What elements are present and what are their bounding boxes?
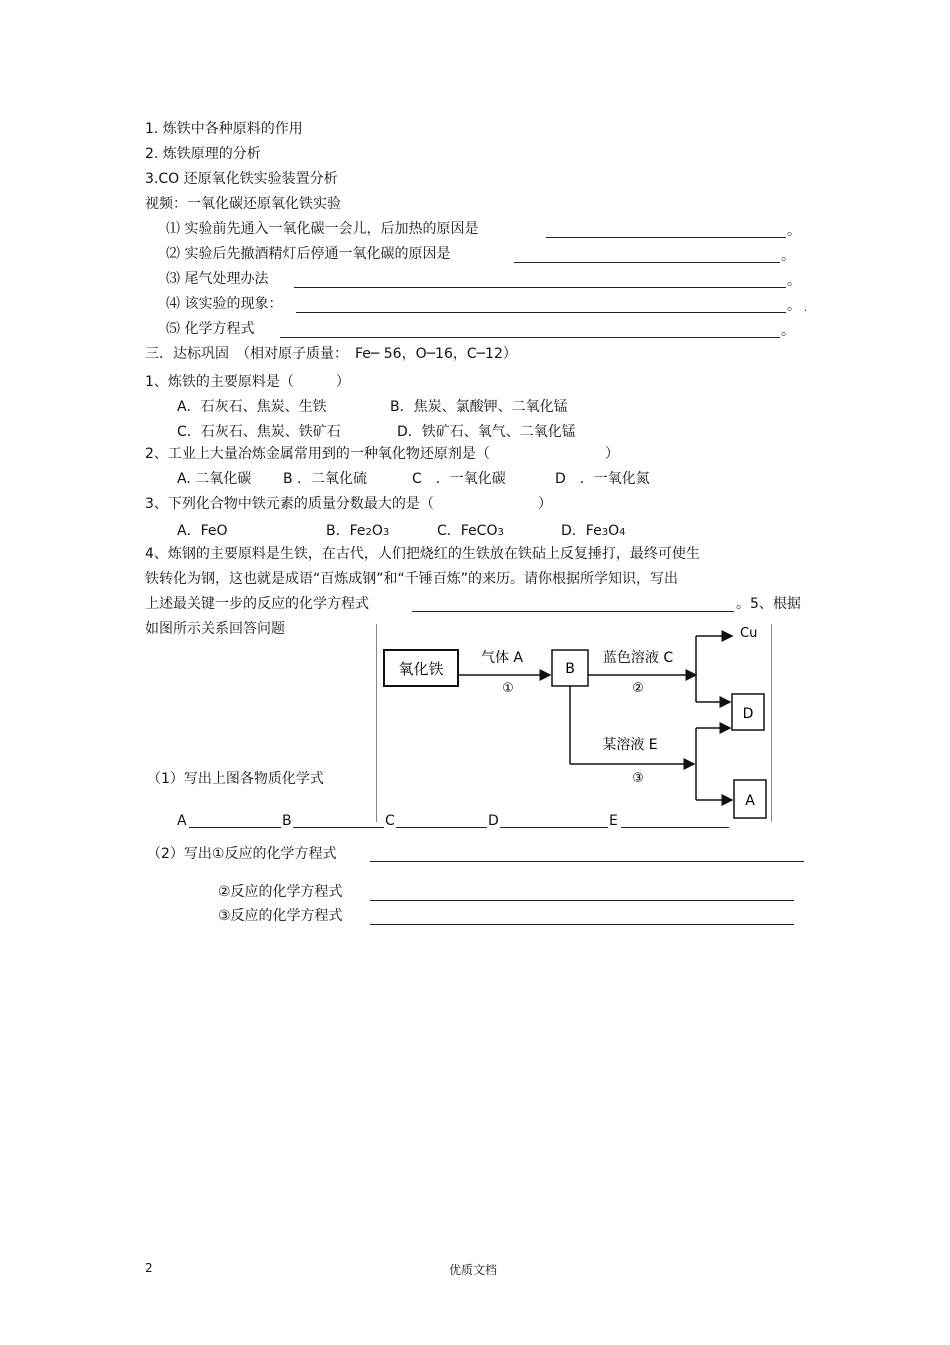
step-3-label: ③	[632, 771, 644, 786]
q3-d-pre: D．Fe	[561, 523, 602, 539]
section-item-3: 3.CO 还原氧化铁实验装置分析	[145, 171, 338, 187]
q3-d-sub1: 3	[601, 527, 609, 538]
q3-option-d[interactable]	[561, 522, 625, 542]
answer-blank-b[interactable]	[293, 827, 384, 828]
reaction-flow-diagram	[376, 624, 774, 822]
exp-q1-text: 实验前先通入一氧化碳一会儿，后加热的原因是	[184, 221, 479, 237]
equation-blank-3[interactable]	[370, 924, 794, 925]
exp-q3-blank[interactable]	[294, 287, 786, 288]
q3-d-mid: O	[608, 523, 620, 539]
exp-q2-period: 。	[781, 248, 795, 264]
q3-option-c[interactable]	[437, 522, 504, 542]
exp-q3	[166, 270, 268, 288]
q3-option-a[interactable]: A．FeO	[177, 523, 228, 539]
section-item-2: 2. 炼铁原理的分析	[145, 146, 261, 162]
q5-sub2-r3: ③反应的化学方程式	[218, 908, 343, 924]
q2-option-c[interactable]: C ．一氧化碳	[412, 471, 506, 487]
exp-q3-num: ⑶	[166, 271, 180, 287]
exp-q5	[166, 320, 254, 338]
footer-label: 优质文档	[449, 1263, 498, 1277]
exp-q3-period: 。	[787, 273, 801, 289]
answer-label-c: C	[385, 813, 395, 829]
q3-b-sub1: 2	[365, 527, 372, 538]
exp-q5-blank[interactable]	[280, 337, 780, 338]
node-d-label: D	[742, 706, 754, 722]
q4-blank[interactable]	[412, 611, 734, 612]
q3-c-pre: C．FeCO	[437, 523, 498, 539]
q2-stem: 2、工业上大量冶炼金属常用到的一种氧化物还原剂是（	[145, 446, 490, 462]
step-2-label: ②	[632, 681, 644, 696]
q5-sub2: （2）写出①反应的化学方程式	[147, 846, 337, 862]
q4-line1: 4、炼钢的主要原料是生铁，在古代，人们把烧红的生铁放在铁砧上反复捶打，最终可使生	[145, 546, 700, 562]
q3-option-b[interactable]	[326, 522, 389, 542]
exp-q1-period: 。	[787, 223, 801, 239]
blue-solution-c-label: 蓝色溶液 C	[602, 650, 674, 666]
q4-line2: 铁转化为钢，这也就是成语“百炼成钢”和“千锤百炼”的来历。请你根据所学知识，写出	[145, 571, 679, 587]
answer-label-d: D	[488, 813, 499, 829]
answer-label-e: E	[609, 813, 618, 829]
q1-option-a[interactable]: A．石灰石、焦炭、生铁	[177, 399, 327, 415]
page-number: 2	[145, 1261, 153, 1275]
section3-heading: 三．达标巩固 （相对原子质量： Fe─ 56，O─16，C─12）	[145, 346, 517, 362]
node-b-label: B	[565, 661, 575, 677]
answer-blank-d[interactable]	[500, 827, 608, 828]
answer-label-a: A	[177, 813, 187, 829]
step-1-label: ①	[502, 681, 514, 696]
section-item-1: 1. 炼铁中各种原料的作用	[145, 121, 303, 137]
q1-option-d[interactable]: D．铁矿石、氧气、二氧化锰	[397, 424, 576, 440]
node-iron-oxide-label: 氧化铁	[398, 660, 444, 678]
q3-b-pre: B．Fe	[326, 523, 366, 539]
q2-option-d[interactable]: D ．一氧化氮	[555, 471, 650, 487]
exp-q2-text: 实验后先撤酒精灯后停通一氧化碳的原因是	[184, 246, 451, 262]
q1-option-b[interactable]: B．焦炭、氯酸钾、二氧化锰	[390, 399, 568, 415]
exp-q2-blank[interactable]	[514, 262, 780, 263]
q1-stem: 1、炼铁的主要原料是（ ）	[145, 374, 350, 390]
equation-blank-1[interactable]	[370, 861, 804, 862]
cu-label: Cu	[740, 626, 758, 641]
exp-q4	[166, 295, 282, 313]
solution-e-label: 某溶液 E	[602, 737, 658, 753]
q5-line1: 如图所示关系回答问题	[145, 621, 285, 637]
answer-blank-a[interactable]	[189, 827, 281, 828]
q4-line3: 上述最关键一步的反应的化学方程式	[145, 596, 369, 612]
q5-sub1: （1）写出上图各物质化学式	[147, 771, 324, 787]
q1-option-c[interactable]: C．石灰石、焦炭、铁矿石	[177, 424, 341, 440]
q2-option-b[interactable]: B ．二氧化硫	[283, 471, 368, 487]
q5-sub2-r2: ②反应的化学方程式	[218, 884, 343, 900]
exp-q4-tail-dot: .	[804, 303, 808, 314]
q3-d-sub2: 4	[619, 527, 626, 538]
exp-q5-num: ⑸	[166, 321, 180, 337]
q2-stem-close: ）	[605, 446, 619, 462]
exp-q1-blank[interactable]	[546, 237, 786, 238]
node-a-label: A	[745, 793, 755, 809]
exp-q3-text: 尾气处理办法	[184, 271, 269, 287]
q4-line3-tail: 。5、根据	[736, 596, 801, 612]
equation-blank-2[interactable]	[370, 900, 794, 901]
q3-stem-close: ）	[538, 496, 552, 512]
q3-c-sub1: 3	[497, 527, 504, 538]
exp-q5-period: 。	[781, 323, 795, 339]
q3-stem: 3、下列化合物中铁元素的质量分数最大的是（	[145, 496, 434, 512]
exp-q1	[166, 220, 478, 238]
exp-q4-num: ⑷	[166, 296, 180, 312]
exp-q5-text: 化学方程式	[184, 321, 255, 337]
q3-b-mid: O	[371, 523, 383, 539]
gas-a-label: 气体 A	[480, 650, 524, 666]
exp-q2-num: ⑵	[166, 246, 180, 262]
q3-b-sub2: 3	[382, 527, 390, 538]
exp-q4-blank[interactable]	[296, 312, 786, 313]
exp-q2	[166, 245, 450, 263]
answer-blank-c[interactable]	[396, 827, 487, 828]
answer-label-b: B	[282, 813, 292, 829]
exp-q1-num: ⑴	[166, 221, 180, 237]
answer-blank-e[interactable]	[621, 827, 729, 828]
exp-q4-text: 该实验的现象：	[184, 296, 283, 312]
q2-option-a[interactable]: A. 二氧化碳	[177, 471, 252, 487]
exp-q4-period: 。	[787, 298, 801, 314]
video-label: 视频：一氧化碳还原氧化铁实验	[145, 196, 341, 212]
